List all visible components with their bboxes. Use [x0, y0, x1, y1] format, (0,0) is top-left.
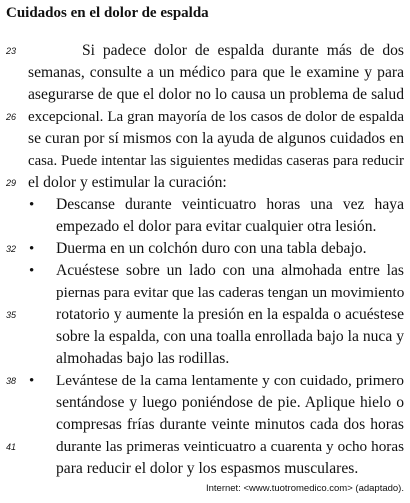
intro-line: Si padece dolor de espalda durante más de dos — [82, 42, 404, 59]
bullet-line: empezado el dolor para evitar cualquier otra lesión. — [56, 218, 377, 235]
intro-line: semanas, consulte a un médico para que le examine y para — [28, 64, 404, 81]
intro-line: excepcional. La gran mayoría de los casos de dolor de espalda — [28, 109, 404, 125]
intro-line: casa. Puede intentar las siguientes medidas caseras para reducir — [28, 153, 404, 169]
bullet-line: durante las primeras veinticuatro a cuarenta y ocho horas — [56, 438, 404, 455]
line-number-32: 32 — [6, 244, 17, 254]
bullet-line: compresas frías durante veinte minutos cada dos horas — [56, 416, 404, 433]
bullet-marker: • — [29, 197, 35, 213]
document-title: Cuidados en el dolor de espalda — [6, 5, 209, 21]
bullet-line: Levántese de la cama lentamente y con cuidado, primero — [56, 372, 404, 389]
intro-line: el dolor y estimular la curación: — [28, 174, 227, 191]
bullet-line: Acuéstese sobre un lado con una almohada entre las — [56, 262, 404, 279]
intro-line: se curan por sí mismos con la ayuda de algunos cuidados en — [28, 130, 404, 147]
bullet-line: Descanse durante veinticuatro horas una vez haya — [56, 196, 404, 213]
bullet-line: para reducir el dolor y los espasmos musculares. — [56, 460, 359, 477]
source-citation: Internet: <www.tuotromedico.com> (adaptado). — [205, 483, 404, 494]
bullet-line: sentándose y luego poniéndose de pie. Aplique hielo o — [56, 394, 404, 411]
bullet-line: rotatorio y aumente la presión en la espalda o acuéstese — [56, 306, 404, 323]
line-number-29: 29 — [6, 178, 17, 188]
bullet-line: sobre la espalda, con una toalla enrollada bajo la nuca y — [56, 328, 404, 345]
bullet-line: Duerma en un colchón duro con una tabla debajo. — [56, 240, 367, 257]
bullet-marker: • — [29, 241, 35, 257]
line-number-38: 38 — [6, 376, 17, 386]
intro-line: asegurarse de que el dolor no lo causa un problema de salud — [28, 86, 404, 103]
bullet-marker: • — [29, 373, 35, 389]
line-number-23: 23 — [6, 46, 17, 56]
bullet-line: almohadas bajo las rodillas. — [56, 350, 230, 367]
bullet-marker: • — [29, 263, 35, 279]
line-number-35: 35 — [6, 310, 17, 320]
line-number-26: 26 — [6, 112, 17, 122]
bullet-line: piernas para evitar que las caderas tengan un movimiento — [56, 284, 405, 301]
line-number-41: 41 — [6, 442, 17, 452]
